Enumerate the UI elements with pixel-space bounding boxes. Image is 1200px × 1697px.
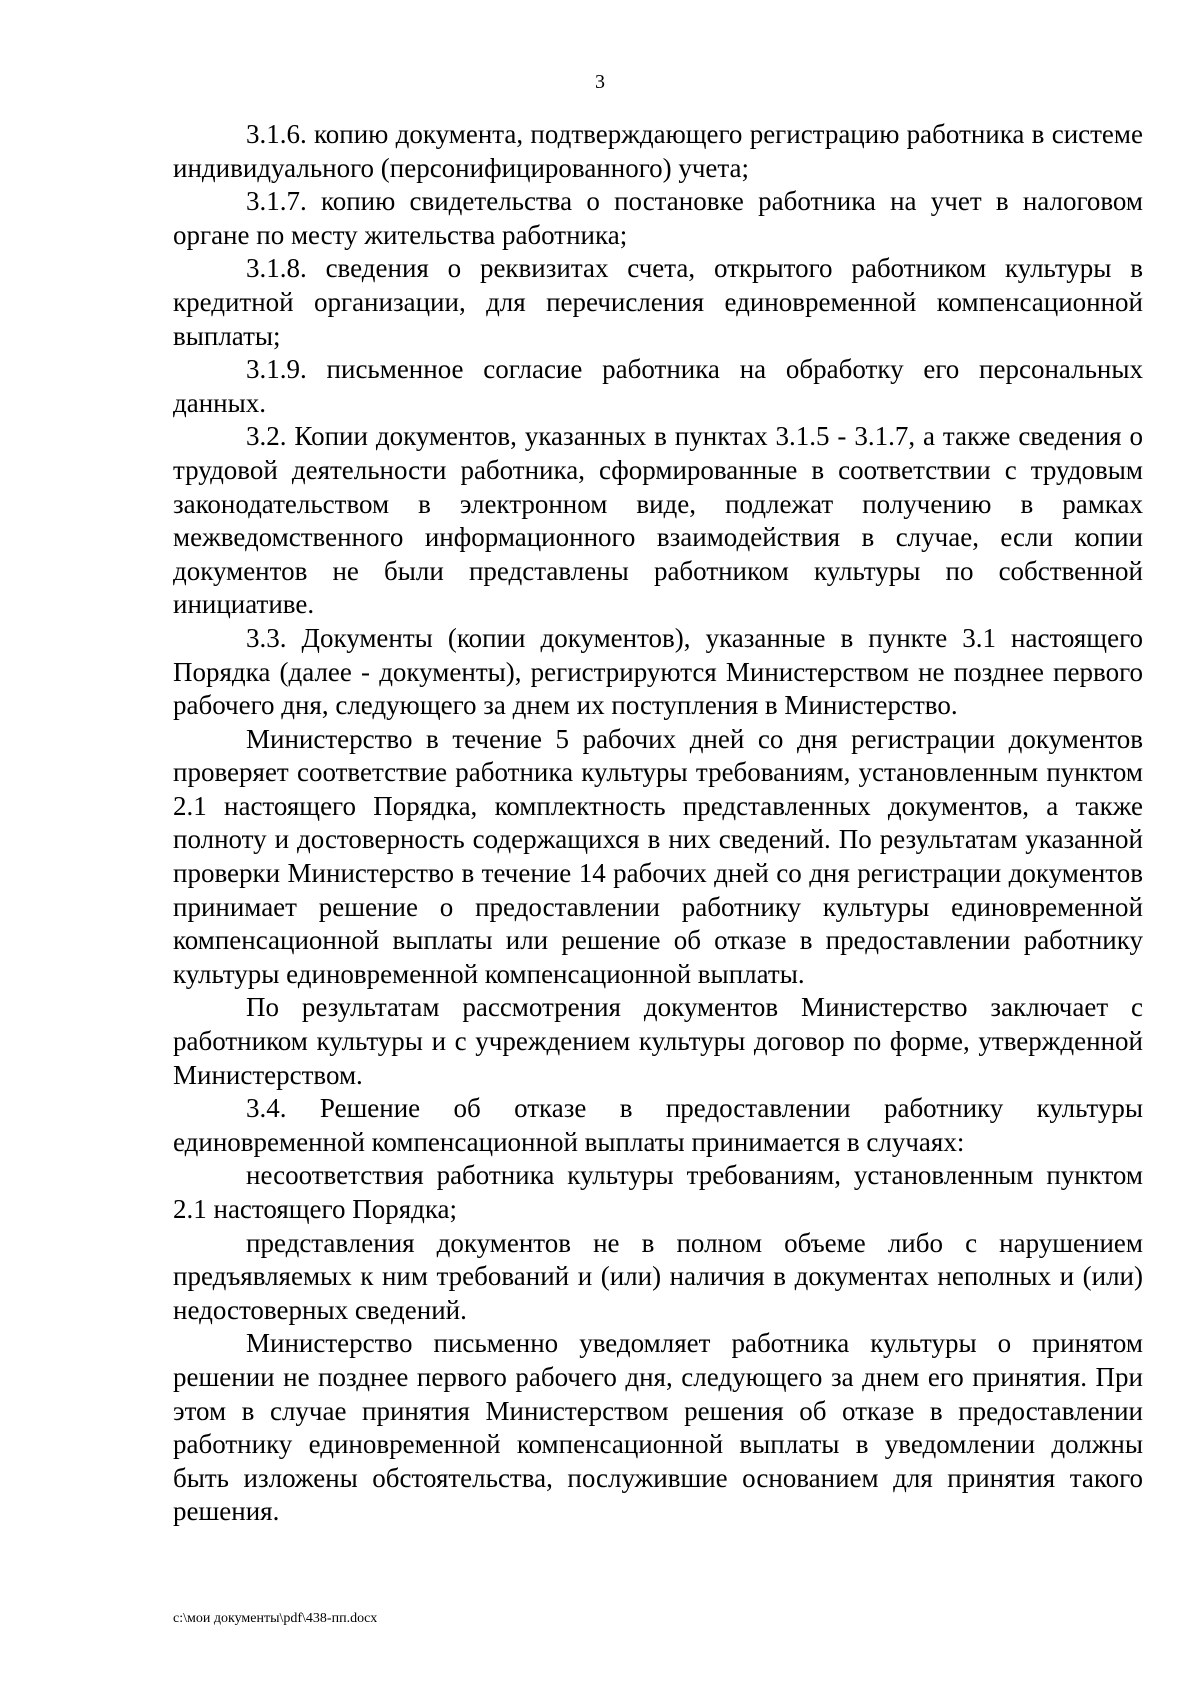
paragraph-refusal-reason-2: представления документов не в полном объеме либо с нарушением предъявляемых к ним требований и (или) наличия в документах неполных и (или) недостоверных сведений. bbox=[173, 1227, 1143, 1325]
footer-file-path: c:\мои документы\pdf\438-пп.docx bbox=[173, 1611, 378, 1626]
paragraph-verification: Министерство в течение 5 рабочих дней со дня регистрации документов проверяет соответствие работника культуры требованиям, установленным пунктом 2.1 настоящего Порядка, комплектность представленных документов, а также полноту и достоверность содержащихся в них сведений. По результатам указанной проверки Министерство в течение 14 рабочих дней со дня регистрации документов принимает решение о предоставлении работнику культуры единовременной компенсационной выплаты или решение об отказе в предоставлении работнику культуры единовременной компенсационной выплаты. bbox=[173, 723, 1143, 989]
paragraph-3-1-8: 3.1.8. сведения о реквизитах счета, открытого работником культуры в кредитной организации, для перечисления единовременной компенсационной выплаты; bbox=[173, 253, 1143, 351]
paragraph-notification: Министерство письменно уведомляет работника культуры о принятом решении не позднее первого рабочего дня, следующего за днем его принятия. При этом в случае принятия Министерством решения об отказе в предоставлении работнику единовременной компенсационной выплаты в уведомлении должны быть изложены обстоятельства, послужившие основанием для принятия такого решения. bbox=[173, 1328, 1143, 1527]
paragraph-3-3: 3.3. Документы (копии документов), указанные в пункте 3.1 настоящего Порядка (далее - документы), регистрируются Министерством не позднее первого рабочего дня, следующего за днем их поступления в Министерство. bbox=[173, 622, 1143, 721]
paragraph-refusal-reason-1: несоответствия работника культуры требованиям, установленным пунктом 2.1 настоящего Порядка; bbox=[173, 1160, 1143, 1224]
paragraph-3-2: 3.2. Копии документов, указанных в пунктах 3.1.5 - 3.1.7, а также сведения о трудовой деятельности работника, сформированные в соответствии с трудовым законодательством в электронном виде, подлежат получению в рамках межведомственного информационного взаимодействия в случае, если копии документов не были представлены работником культуры по собственной инициативе. bbox=[173, 421, 1143, 620]
paragraph-3-4: 3.4. Решение об отказе в предоставлении работнику культуры единовременной компенсационной выплаты принимается в случаях: bbox=[173, 1093, 1143, 1157]
document-body bbox=[173, 118, 1143, 1529]
paragraph-3-1-7: 3.1.7. копию свидетельства о постановке работника на учет в налоговом органе по месту жительства работника; bbox=[173, 186, 1143, 250]
paragraph-contract: По результатам рассмотрения документов Министерство заключает с работником культуры и с учреждением культуры договор по форме, утвержденной Министерством. bbox=[173, 992, 1143, 1090]
paragraph-3-1-6: 3.1.6. копию документа, подтверждающего регистрацию работника в системе индивидуального (персонифицированного) учета; bbox=[173, 119, 1143, 183]
page-number: 3 bbox=[595, 71, 605, 93]
paragraph-3-1-9: 3.1.9. письменное согласие работника на обработку его персональных данных. bbox=[173, 354, 1143, 418]
